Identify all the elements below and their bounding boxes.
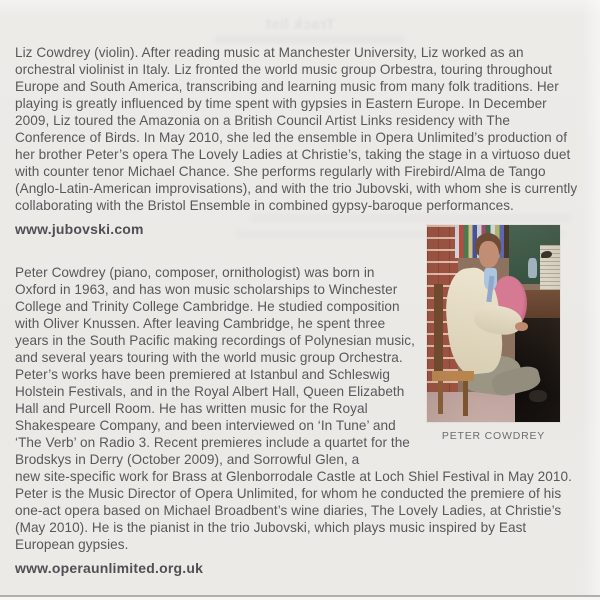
scan-edge-line [0, 595, 600, 597]
page-bleed-through-text: Track list [264, 16, 336, 33]
peter-cowdrey-section [15, 264, 584, 576]
operaunlimited-website-url: www.operaunlimited.org.uk [15, 560, 204, 576]
peter-cowdrey-photo [427, 225, 560, 422]
peter-cowdrey-bio-beside-photo: Peter Cowdrey (piano, composer, ornithologist) was born in Oxford in 1963, and has won music scholarships to Winchester College and Trinity College Cambridge. He studied composition with Oliver Knussen. After leaving Cambridge, he spent three years in the South Pacific making recordings of Polynesian music, and several years touring with the world music group Orchestra. Peter’s works have been premiered at Istanbul and Schleswig Holstein Festivals, and in the Royal Albert Hall, Queen Elizabeth Hall and Purcell Room. He has written music for the Royal Shakespeare Company, and been interviewed on ‘In Tune’ and ‘The Verb’ on Radio 3. Recent premieres include a quartet for the Brodskys in Derry (October 2009), and Sorrowful Glen, a [15, 265, 415, 467]
photo-vignette [427, 225, 560, 422]
page-content [15, 44, 584, 576]
photo-caption: PETER COWDREY [441, 430, 546, 442]
peter-cowdrey-figure [427, 225, 560, 442]
jubovski-website-url: www.jubovski.com [15, 221, 144, 237]
liz-cowdrey-bio: Liz Cowdrey (violin). After reading music at Manchester University, Liz worked as an orchestral violinist in Italy. Liz fronted the world music group Orbestra, touring throughout Europe and South America, transcribing and learning music from many folk traditions. Her playing is greatly influenced by time spent with gypsies in Eastern Europe. In December 2009, Liz toured the Amazonia on a British Council Artist Links residency with The Conference of Birds. In May 2010, she led the ensemble in Opera Unlimited’s production of her brother Peter’s opera The Lovely Ladies at Christie’s, taking the stage in a virtuoso duet with counter tenor Michael Chance. She performs regularly with Firebird/Alma de Tango (Anglo-Latin-American improvisations), and with the trio Jubovski, with whom she is currently collaborating with the Bristol Ensemble in combined gypsy-baroque performances. [15, 45, 578, 213]
bleed-smudge [215, 36, 405, 43]
peter-cowdrey-bio-full-width: new site-specific work for Brass at Glenborrodale Castle at Loch Shiel Festival in May 2010. Peter is the Music Director of Opera Unlimited, for whom he conducted the premiere of his one-act opera based on Michael Broadbent’s wine diaries, The Lovely Ladies, at Christie’s (May 2010). He is the pianist in the trio Jubovski, which plays music inspired by East European gypsies. [15, 469, 572, 552]
